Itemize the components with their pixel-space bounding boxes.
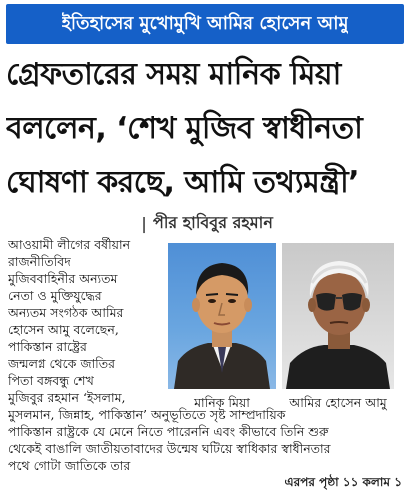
body-line: অন্যতম সংগঠক আমির bbox=[8, 305, 124, 320]
headline-line-3: ঘোষণা করছে, আমি তথ্যমন্ত্রী’ bbox=[6, 165, 360, 200]
headline-line-1: গ্রেফতারের সময় মানিক মিয়া bbox=[6, 57, 341, 92]
body-line: রাজনীতিবিদ bbox=[8, 254, 71, 269]
photo-caption-right: আমির হোসেন আমু bbox=[289, 395, 387, 410]
body-line: পিতা বঙ্গবন্ধু শেখ bbox=[8, 373, 94, 388]
body-line: হোসেন আমু বলেছেন, bbox=[8, 322, 119, 337]
body-line: মুজিবুর রহমান ‘ইসলাম, bbox=[8, 390, 126, 405]
portrait-photo-manik-mia bbox=[168, 243, 276, 389]
byline bbox=[0, 212, 414, 234]
body-line: থেকেই বাঙালি জাতীয়তাবাদের উন্মেষ ঘটিয়ে স্বাধিকার স্বাধীনতার bbox=[8, 441, 331, 456]
portrait-photo-amir-hossain-amu bbox=[282, 243, 394, 389]
headline bbox=[6, 48, 408, 210]
portrait-illustration bbox=[168, 243, 276, 389]
body-line: মুজিববাহিনীর অন্যতম bbox=[8, 271, 118, 286]
body-line: পথে গোটা জাতিকে তার bbox=[8, 458, 131, 473]
photo-caption-left: মানিক মিয়া bbox=[194, 395, 250, 410]
portrait-illustration bbox=[282, 243, 394, 389]
body-line: পাকিস্তান রাষ্ট্রকে যে মেনে নিতে পারেননি এবং কীভাবে তিনি শুরু bbox=[8, 424, 329, 439]
section-banner bbox=[6, 4, 404, 44]
body-line: জন্মলগ্ন থেকে জাতির bbox=[8, 356, 115, 371]
body-line: নেতা ও মুক্তিযুদ্ধের bbox=[8, 288, 102, 303]
headline-line-2: বললেন, ‘শেখ মুজিব স্বাধীনতা bbox=[6, 111, 363, 146]
author-name: পীর হাবিবুর রহমান bbox=[152, 212, 273, 232]
continuation-note: এরপর পৃষ্ঠা ১১ কলাম ১ bbox=[284, 475, 402, 489]
body-line: আওয়ামী লীগের বর্ষীয়ান bbox=[8, 237, 131, 252]
body-line: পাকিস্তান রাষ্ট্রের bbox=[8, 339, 87, 354]
byline-separator: | bbox=[141, 213, 147, 233]
body-line: মুসলমান, জিন্নাহ, পাকিস্তান’ অনুভূতিতে সৃষ্ট সাম্প্রদায়িক bbox=[8, 407, 286, 422]
banner-title: ইতিহাসের মুখোমুখি আমির হোসেন আমু bbox=[61, 12, 349, 34]
